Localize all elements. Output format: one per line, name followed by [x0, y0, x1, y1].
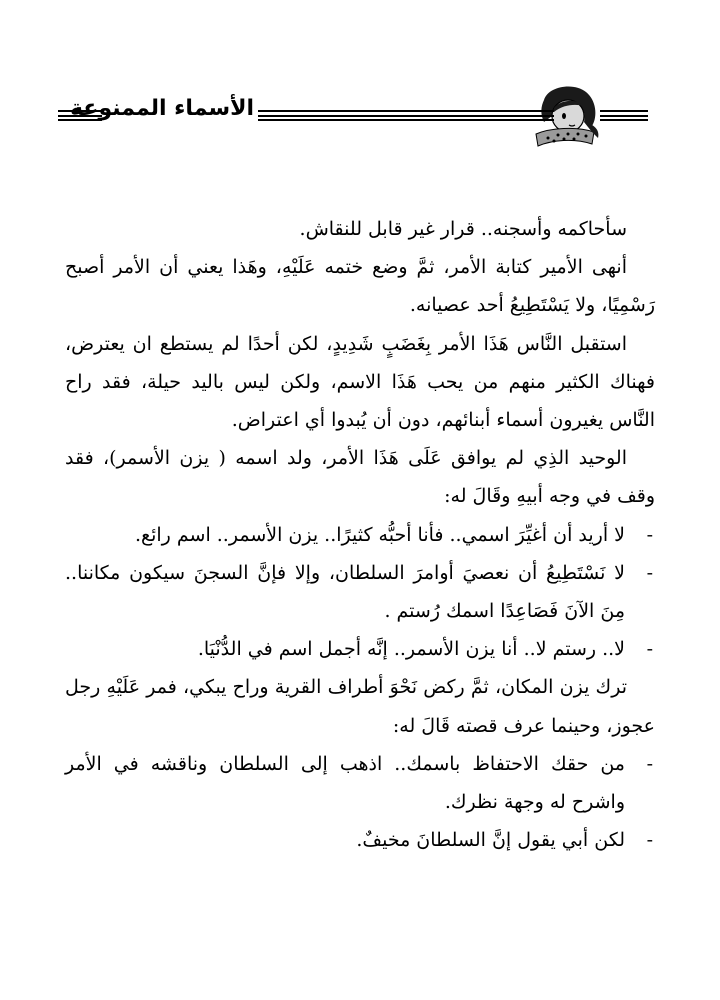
story-text — [65, 210, 655, 859]
dialogue-line: - لا أريد أن أغيِّرَ اسمي.. فأنا أحبُّه كثيرًا.. يزن الأسمر.. اسم رائع. — [65, 516, 655, 554]
page-title: الأسماء الممنوعة — [70, 96, 254, 121]
page-header — [40, 70, 680, 150]
paragraph: أنهى الأمير كتابة الأمر، ثمَّ وضع ختمه عَلَيْهِ، وهَذا يعني أن الأمر أصبح رَسْمِيًا، ولا يَسْتَطِيعُ أحد عصيانه. — [65, 256, 655, 317]
paragraph: استقبل النَّاس هَذَا الأمر بِغَضَبٍ شَدِيدٍ، لكن أحدًا لم يستطع ان يعترض، فهناك الكثير منهم من يحب هَذَا الاسم، ولكن ليس باليد حيلة، فقد راح النَّاس يغيرون أسماء أبنائهم، دون أن يُبدوا أي اعتراض. — [65, 332, 655, 432]
dialogue-line: - لا.. رستم لا.. أنا يزن الأسمر.. إنَّه أجمل اسم في الدُّنْيَا. — [65, 630, 655, 668]
paragraph: ترك يزن المكان، ثمَّ ركض نَحْوَ أطراف القرية وراح يبكي، فمر عَلَيْهِ رجل عجوز، وحينما عرف قصته قَالَ له: — [65, 676, 655, 737]
dialogue-line: - لكن أبي يقول إنَّ السلطانَ مخيفٌ. — [65, 821, 655, 859]
dialogue-line: - من حقك الاحتفاظ باسمك.. اذهب إلى السلطان وناقشه في الأمر واشرح له وجهة نظرك. — [65, 745, 655, 821]
paragraph: سأحاكمه وأسجنه.. قرار غير قابل للنقاش. — [299, 218, 627, 240]
paragraph: الوحيد الذِي لم يوافق عَلَى هَذَا الأمر، ولد اسمه ( يزن الأسمر)، فقد وقف في وجه أبيهِ وقَالَ له: — [65, 447, 655, 508]
header-rule-middle — [258, 110, 554, 121]
header-rule-right — [600, 110, 648, 121]
dialogue-line: - لا نَسْتَطِيعُ أن نعصيَ أوامرَ السلطان، وإلا فإنَّ السجنَ سيكون مكاننا.. مِنَ الآنَ فَصَاعِدًا اسمك رُستم . — [65, 554, 655, 630]
header-rule-left — [58, 110, 102, 121]
